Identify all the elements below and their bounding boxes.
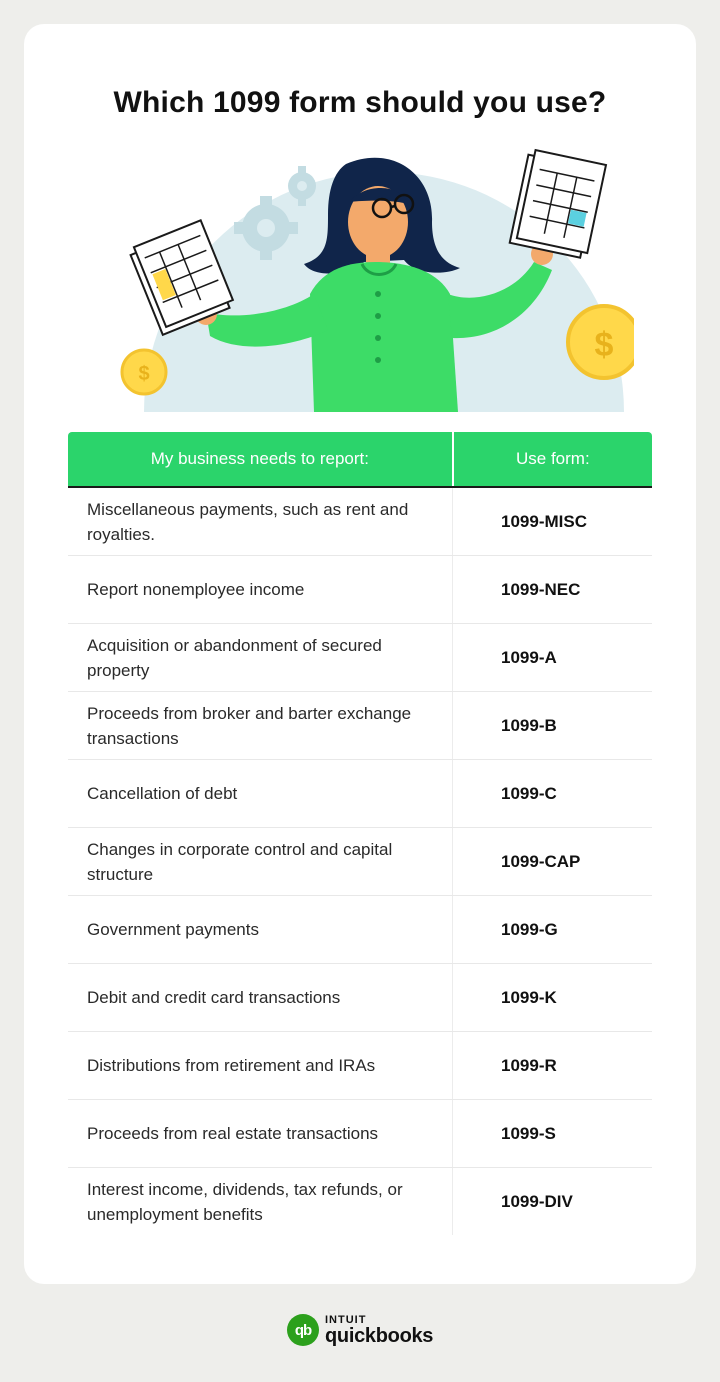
row-description: Proceeds from broker and barter exchange transactions — [68, 692, 453, 759]
table-row — [68, 896, 652, 964]
row-description: Distributions from retirement and IRAs — [68, 1032, 453, 1099]
dollar-coin-icon — [568, 306, 634, 378]
table-row — [68, 556, 652, 624]
svg-text:$: $ — [594, 326, 614, 364]
green-shirt — [310, 262, 458, 412]
table-row — [68, 624, 652, 692]
row-description: Debit and credit card transactions — [68, 964, 453, 1031]
page-title: Which 1099 form should you use? — [113, 86, 607, 119]
logo-intuit-text: INTUIT — [325, 1313, 367, 1326]
row-form: 1099-S — [501, 1123, 556, 1143]
table-row — [68, 1032, 652, 1100]
tax-form-icon — [510, 149, 606, 259]
row-description: Proceeds from real estate transactions — [68, 1100, 453, 1167]
row-form: 1099-DIV — [501, 1191, 573, 1211]
table-row — [68, 488, 652, 556]
row-description: Changes in corporate control and capital structure — [68, 828, 453, 895]
table-row — [68, 828, 652, 896]
quickbooks-logo — [287, 1314, 433, 1346]
table-row — [68, 760, 652, 828]
dollar-coin-icon — [122, 350, 166, 394]
table-row — [68, 1168, 652, 1235]
svg-text:$: $ — [138, 363, 150, 385]
table-row — [68, 1100, 652, 1168]
header-requirement: My business needs to report: — [68, 432, 454, 486]
row-form: 1099-CAP — [501, 851, 581, 871]
table-row — [68, 692, 652, 760]
forms-table — [68, 432, 652, 1235]
row-description: Government payments — [68, 896, 453, 963]
table-header — [68, 432, 652, 488]
table-row — [68, 964, 652, 1032]
row-form: 1099-A — [501, 647, 557, 667]
illustration — [114, 144, 634, 414]
row-form: 1099-MISC — [501, 511, 587, 531]
row-description: Interest income, dividends, tax refunds, or unemployment benefits — [68, 1168, 453, 1235]
row-form: 1099-K — [501, 987, 557, 1007]
row-description: Report nonemployee income — [68, 556, 453, 623]
row-form: 1099-R — [501, 1055, 557, 1075]
logo-quickbooks-text: quickbooks — [325, 1324, 434, 1347]
quickbooks-logo-icon: qb — [287, 1314, 319, 1346]
logo-wordmark — [325, 1315, 433, 1346]
row-form: 1099-C — [501, 783, 557, 803]
header-form: Use form: — [516, 449, 590, 468]
row-description: Cancellation of debt — [68, 760, 453, 827]
row-form: 1099-G — [501, 919, 558, 939]
row-description: Miscellaneous payments, such as rent and royalties. — [68, 488, 453, 555]
row-form: 1099-NEC — [501, 579, 581, 599]
infographic-card — [24, 24, 696, 1284]
row-description: Acquisition or abandonment of secured property — [68, 624, 453, 691]
row-form: 1099-B — [501, 715, 557, 735]
